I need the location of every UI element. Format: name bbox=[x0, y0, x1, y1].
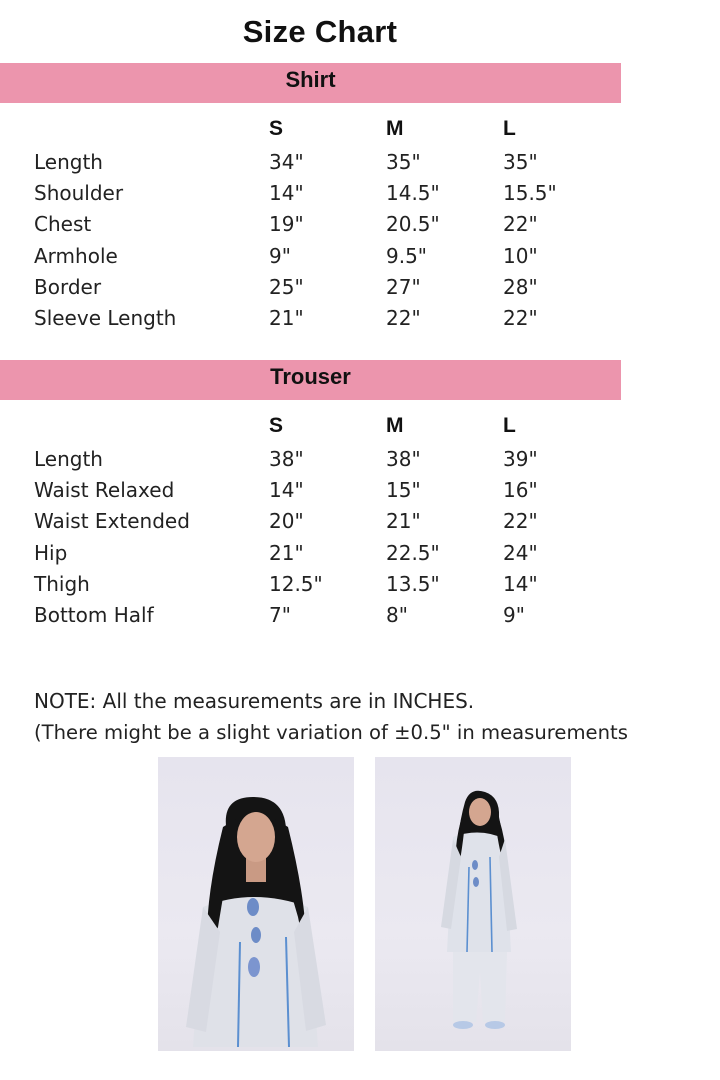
row-label: Sleeve Length bbox=[34, 306, 177, 330]
row-label: Length bbox=[34, 447, 103, 471]
model-closeup-illustration bbox=[158, 757, 354, 1051]
value-m: 22.5" bbox=[386, 541, 440, 565]
row-label: Armhole bbox=[34, 244, 118, 268]
shirt-row-shoulder bbox=[0, 181, 720, 212]
value-l: 10" bbox=[503, 244, 538, 268]
trouser-row-waist-extended bbox=[0, 509, 720, 540]
value-s: 21" bbox=[269, 541, 304, 565]
value-l: 15.5" bbox=[503, 181, 557, 205]
value-l: 28" bbox=[503, 275, 538, 299]
trouser-row-hip bbox=[0, 541, 720, 572]
value-s: 9" bbox=[269, 244, 291, 268]
value-l: 35" bbox=[503, 150, 538, 174]
value-s: 34" bbox=[269, 150, 304, 174]
value-s: 12.5" bbox=[269, 572, 323, 596]
trouser-row-bottom-half bbox=[0, 603, 720, 634]
model-photo-closeup bbox=[158, 757, 354, 1051]
value-m: 15" bbox=[386, 478, 421, 502]
value-m: 9.5" bbox=[386, 244, 428, 268]
trouser-row-thigh bbox=[0, 572, 720, 603]
trouser-row-waist-relaxed bbox=[0, 478, 720, 509]
shirt-row-length bbox=[0, 150, 720, 181]
page-title: Size Chart bbox=[242, 14, 398, 49]
value-l: 9" bbox=[503, 603, 525, 627]
model-fullbody-illustration bbox=[375, 757, 571, 1051]
trouser-size-l-header: L bbox=[503, 414, 516, 437]
trouser-row-length bbox=[0, 447, 720, 478]
row-label: Border bbox=[34, 275, 102, 299]
value-m: 35" bbox=[386, 150, 421, 174]
value-l: 22" bbox=[503, 212, 538, 236]
value-s: 14" bbox=[269, 181, 304, 205]
value-m: 21" bbox=[386, 509, 421, 533]
value-m: 14.5" bbox=[386, 181, 440, 205]
shirt-row-armhole bbox=[0, 244, 720, 275]
value-l: 39" bbox=[503, 447, 538, 471]
variation-note: (There might be a slight variation of ±0.5" in measurements bbox=[34, 721, 628, 744]
value-m: 8" bbox=[386, 603, 408, 627]
value-l: 14" bbox=[503, 572, 538, 596]
row-label: Shoulder bbox=[34, 181, 124, 205]
shirt-size-s-header: S bbox=[269, 117, 284, 140]
value-m: 38" bbox=[386, 447, 421, 471]
row-label: Thigh bbox=[34, 572, 90, 596]
shirt-section-title: Shirt bbox=[285, 67, 336, 92]
trouser-size-s-header: S bbox=[269, 414, 284, 437]
row-label: Bottom Half bbox=[34, 603, 154, 627]
trouser-size-m-header: M bbox=[386, 414, 404, 437]
value-l: 16" bbox=[503, 478, 538, 502]
value-s: 25" bbox=[269, 275, 304, 299]
value-s: 7" bbox=[269, 603, 291, 627]
shirt-row-chest bbox=[0, 212, 720, 243]
value-s: 20" bbox=[269, 509, 304, 533]
value-s: 14" bbox=[269, 478, 304, 502]
row-label: Waist Relaxed bbox=[34, 478, 175, 502]
value-l: 22" bbox=[503, 509, 538, 533]
row-label: Waist Extended bbox=[34, 509, 190, 533]
value-m: 27" bbox=[386, 275, 421, 299]
shirt-size-m-header: M bbox=[386, 117, 404, 140]
value-s: 38" bbox=[269, 447, 304, 471]
row-label: Hip bbox=[34, 541, 68, 565]
shirt-row-sleeve-length bbox=[0, 306, 720, 337]
value-l: 22" bbox=[503, 306, 538, 330]
value-m: 20.5" bbox=[386, 212, 440, 236]
value-m: 13.5" bbox=[386, 572, 440, 596]
trouser-section-title: Trouser bbox=[270, 364, 351, 389]
shirt-row-border bbox=[0, 275, 720, 306]
value-l: 24" bbox=[503, 541, 538, 565]
measurement-note: NOTE: All the measurements are in INCHES. bbox=[34, 689, 475, 713]
value-s: 21" bbox=[269, 306, 304, 330]
shirt-section-band bbox=[0, 63, 621, 103]
model-photo-fullbody bbox=[375, 757, 571, 1051]
value-s: 19" bbox=[269, 212, 304, 236]
row-label: Chest bbox=[34, 212, 92, 236]
shirt-size-l-header: L bbox=[503, 117, 516, 140]
row-label: Length bbox=[34, 150, 103, 174]
trouser-section-band bbox=[0, 360, 621, 400]
value-m: 22" bbox=[386, 306, 421, 330]
